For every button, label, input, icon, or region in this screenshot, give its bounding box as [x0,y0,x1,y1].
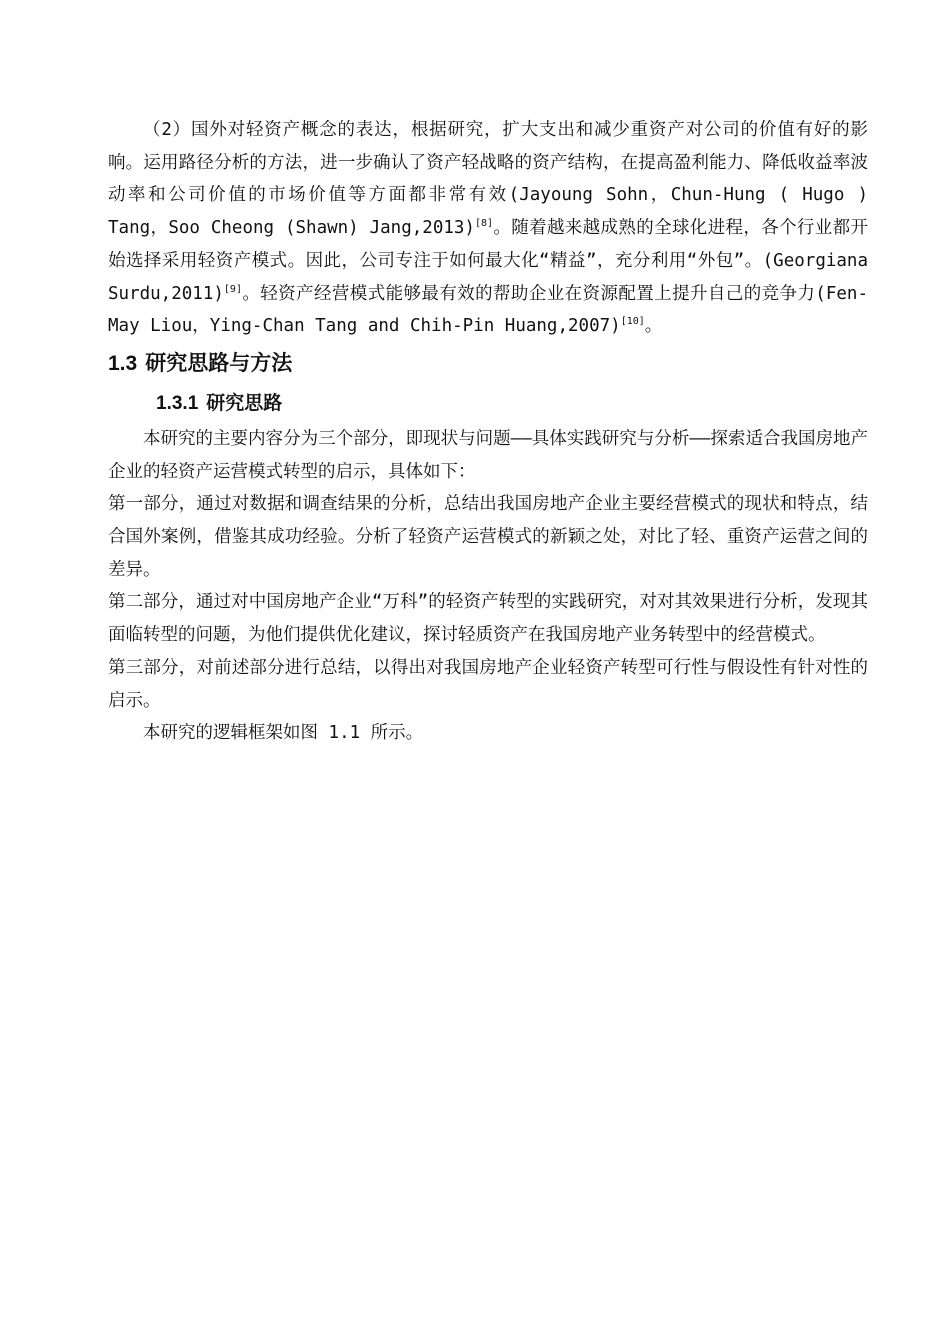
paragraph-research-overview: 本研究的主要内容分为三个部分，即现状与问题——具体实践研究与分析——探索适合我国房地产企业的轻资产运营模式转型的启示，具体如下： [108,428,868,482]
paragraph-part-two: 第二部分，通过对中国房地产企业“万科”的轻资产转型的实践研究，对对其效果进行分析，发现其面临转型的问题，为他们提供优化建议，探讨轻质资产在我国房地产业务转型中的经营模式。 [108,592,868,646]
paragraph-framework-reference: 本研究的逻辑框架如图 1.1 所示。 [143,723,424,744]
subsection-number: 1.3.1 [156,392,199,414]
paragraph-foreign-light-asset [108,114,868,343]
citation-ref[interactable]: [8] [474,218,494,230]
citation-ref[interactable]: [10] [620,316,645,328]
section-heading [108,343,868,384]
paragraph-text: 。轻资产经营模式能够最有效的帮助企业在资源配置上提升自己的竞争力(Fen-May Liou，Ying-Chan Tang and Chih-Pin Huang,2007) [108,283,868,337]
document-page [108,114,868,750]
subsection-heading [156,384,868,423]
citation-ref[interactable]: [9] [223,283,242,295]
paragraph-text: 。随着越来越成熟的全球化进程，各个行业都开始选择采用轻资产模式。因此，公司专注于如何最大化“精益”，充分利用“外包”。(Georgiana Surdu,2011) [108,218,869,304]
section-title: 研究思路与方法 [145,350,293,375]
paragraph-text: （2）国外对轻资产概念的表达，根据研究，扩大支出和减少重资产对公司的价值有好的影响。运用路径分析的方法，进一步确认了资产轻战略的资产结构，在提高盈利能力、降低收益率波动率和公司价值的市场价值等方面都非常有效(Jayoung Sohn，Chun-Hung ( Hugo ) Tang，Soo Cheong (Shawn) Jang,2013) [108,120,868,239]
paragraph-part-one: 第一部分，通过对数据和调查结果的分析，总结出我国房地产企业主要经营模式的现状和特点，结合国外案例，借鉴其成功经验。分析了轻资产运营模式的新颖之处，对比了轻、重资产运营之间的差异。 [108,494,868,580]
paragraph-part-three: 第三部分，对前述部分进行总结，以得出对我国房地产企业轻资产转型可行性与假设性有针对性的启示。 [108,657,868,711]
section-number: 1.3 [108,351,138,375]
paragraph-text: 。 [644,316,663,337]
subsection-title: 研究思路 [206,391,283,414]
